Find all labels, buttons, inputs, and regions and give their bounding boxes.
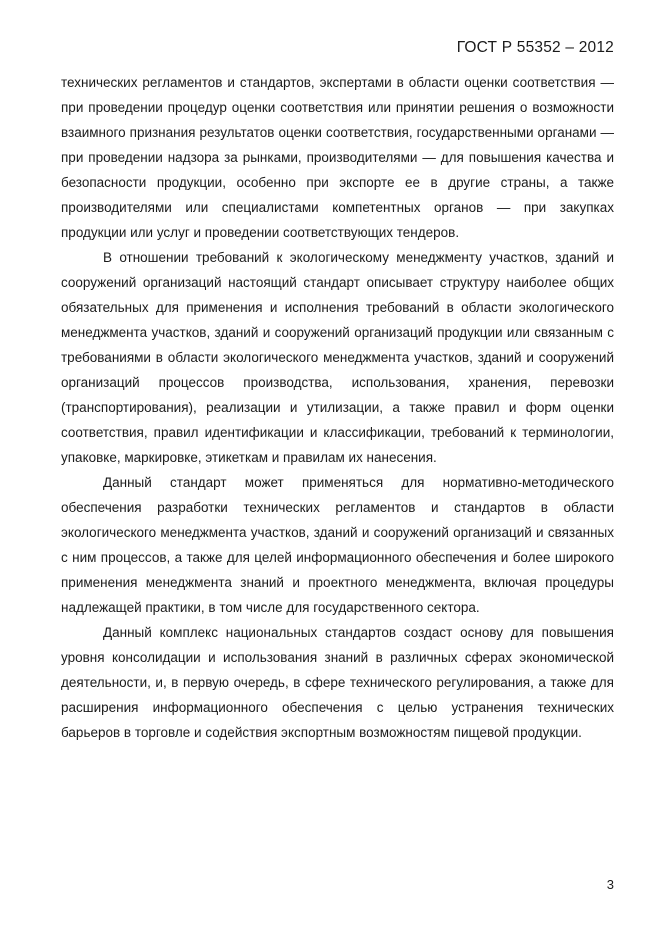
paragraph-environmental-requirements: В отношении требований к экологическому менеджменту участков, зданий и сооружений организаций настоящий стандарт описывает структуру наиболее общих обязательных для применения и исполнения требований в области экологического менеджмента участков, зданий и сооружений организаций продукции или связанным с требованиями в области экологического менеджмента участков, зданий и сооружений организаций процессов производства, использования, хранения, перевозки (транспортирования), реализации и утилизации, а также правил и форм оценки соответствия, правил идентификации и классификации, требований к терминологии, упаковке, маркировке, этикеткам и правилам их нанесения. [61, 250, 614, 465]
standard-code-header: ГОСТ Р 55352 – 2012 [456, 39, 614, 56]
paragraph-standards-complex: Данный комплекс национальных стандартов создаст основу для повышения уровня консолидации и использования знаний в различных сферах экономической деятельности, и, в первую очередь, в сфере технического регулирования, а также для расширения информационного обеспечения с целью устранения технических барьеров в торговле и содействия экспортным возможностям пищевой продукции. [61, 625, 614, 740]
page-number: 3 [606, 877, 614, 892]
paragraph-continuation: технических регламентов и стандартов, экспертами в области оценки соответствия — при проведении процедур оценки соответствия или принятии решения о возможности взаимного признания результатов оценки соответствия, государственными органами — при проведении надзора за рынками, производителями — для повышения качества и безопасности продукции, особенно при экспорте ее в другие страны, а также производителями или специалистами компетентных органов — при закупках продукции или услуг и проведении соответствующих тендеров. [61, 75, 614, 240]
paragraph-standard-application: Данный стандарт может применяться для нормативно-методического обеспечения разработки технических регламентов и стандартов в области экологического менеджмента участков, зданий и сооружений организаций и связанных с ним процессов, а также для целей информационного обеспечения и более широкого применения менеджмента знаний и проектного менеджмента, включая процедуры надлежащей практики, в том числе для государственного сектора. [61, 475, 614, 615]
body-text [61, 70, 614, 745]
